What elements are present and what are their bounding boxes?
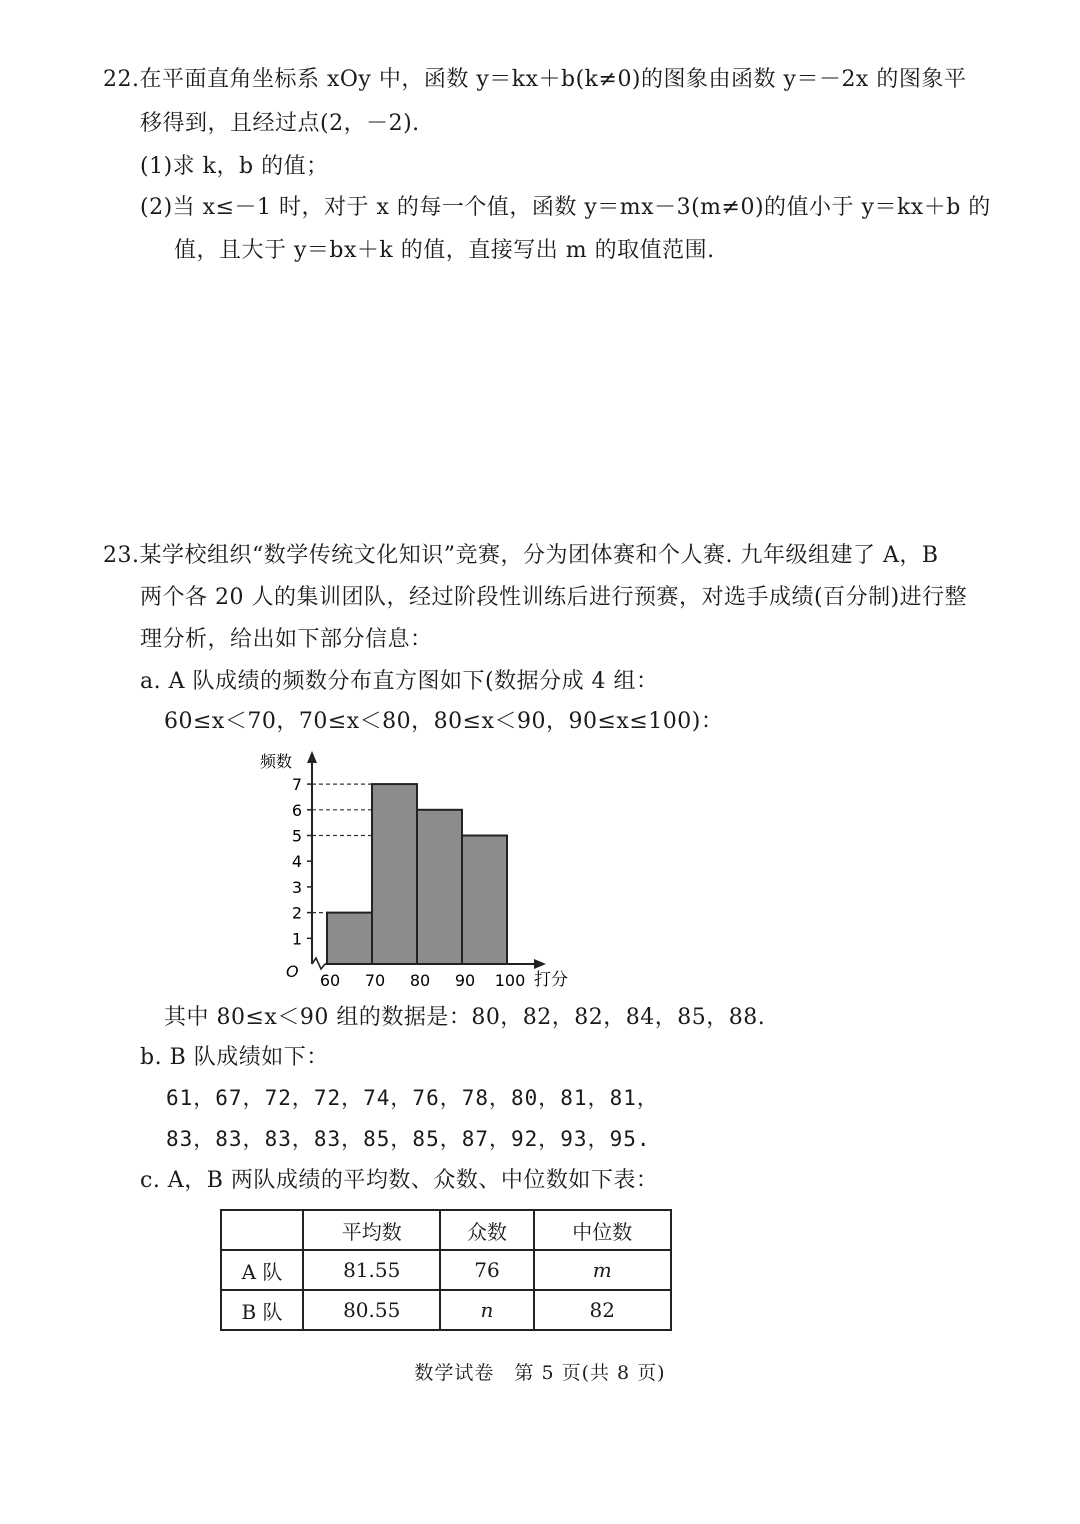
table-cell: B 队 (221, 1290, 303, 1330)
x-axis-arrow-icon (534, 959, 546, 969)
x-tick-label: 90 (454, 971, 476, 990)
table-header-cell: 中位数 (534, 1210, 671, 1250)
q23-a-line-2: 60≤x＜70，70≤x＜80，80≤x＜90，90≤x≤100)： (164, 709, 724, 734)
histogram-chart (240, 745, 590, 995)
b-data-line-2: 83，83，83，83，85，85，87，92，93，95. (166, 1127, 651, 1151)
q22-part-2-line-2: 值，且大于 y＝bx＋k 的值，直接写出 m 的取值范围. (174, 238, 715, 263)
histogram-bar (327, 913, 372, 964)
y-tick-label: 7 (291, 775, 302, 795)
x-axis-label: 打分 (534, 970, 568, 990)
y-tick-label: 4 (291, 852, 302, 872)
axis-break-icon (312, 958, 325, 969)
stats-table (220, 1209, 672, 1331)
q23-a-line-1: a. A 队成绩的频数分布直方图如下(数据分成 4 组： (140, 669, 659, 694)
y-tick-label: 1 (291, 929, 302, 949)
y-axis-label: 频数 (260, 752, 293, 771)
y-tick-label: 6 (291, 800, 302, 820)
table-header-cell: 平均数 (303, 1210, 440, 1250)
table-header-row (221, 1210, 671, 1250)
y-tick-label: 5 (291, 826, 302, 846)
y-tick-label: 2 (291, 903, 302, 923)
q23-line-1: 23.某学校组织“数学传统文化知识”竞赛，分为团体赛和个人赛. 九年级组建了 A，B (103, 543, 939, 568)
y-axis-arrow-icon (307, 751, 317, 763)
q23-a-note: 其中 80≤x＜90 组的数据是：80，82，82，84，85，88. (164, 1005, 766, 1030)
page-footer: 数学试卷 第 5 页(共 8 页) (414, 1362, 666, 1384)
q22-part-2-line-1: (2)当 x≤－1 时，对于 x 的每一个值，函数 y＝mx－3(m≠0)的值小于 y＝kx＋b 的 (140, 195, 991, 220)
table-cell: n (440, 1290, 533, 1330)
table-header-cell (221, 1210, 303, 1250)
q22-part-1: (1)求 k，b 的值； (140, 154, 329, 179)
table-row (221, 1290, 671, 1330)
x-tick-label: 70 (364, 971, 386, 990)
q23-c-label: c. A，B 两队成绩的平均数、众数、中位数如下表： (140, 1168, 659, 1193)
histogram-bar (372, 784, 417, 964)
x-tick-label: 100 (494, 971, 526, 990)
b-data-line-1: 61，67，72，72，74，76，78，80，81，81， (166, 1086, 659, 1110)
q22-line-1: 22.在平面直角坐标系 xOy 中，函数 y＝kx＋b(k≠0)的图象由函数 y＝－2x 的图象平 (103, 67, 967, 92)
q23-b-label: b. B 队成绩如下： (140, 1045, 329, 1070)
histogram-bar (462, 836, 507, 965)
table-cell: 81.55 (303, 1250, 440, 1290)
table-cell: A 队 (221, 1250, 303, 1290)
table-cell: 82 (534, 1290, 671, 1330)
table-cell: m (534, 1250, 671, 1290)
q22-line-2: 移得到，且经过点(2，－2). (140, 111, 420, 136)
table-header-cell: 众数 (440, 1210, 533, 1250)
x-tick-label: 60 (319, 971, 341, 990)
x-tick-label: 80 (409, 971, 431, 990)
histogram-bar (417, 810, 462, 964)
q23-line-3: 理分析，给出如下部分信息： (140, 627, 433, 652)
q23-line-2: 两个各 20 人的集训团队，经过阶段性训练后进行预赛，对选手成绩(百分制)进行整 (140, 585, 968, 610)
y-tick-label: 3 (291, 877, 302, 897)
table-cell: 76 (440, 1250, 533, 1290)
table-row (221, 1250, 671, 1290)
table-cell: 80.55 (303, 1290, 440, 1330)
origin-label: O (286, 962, 299, 981)
